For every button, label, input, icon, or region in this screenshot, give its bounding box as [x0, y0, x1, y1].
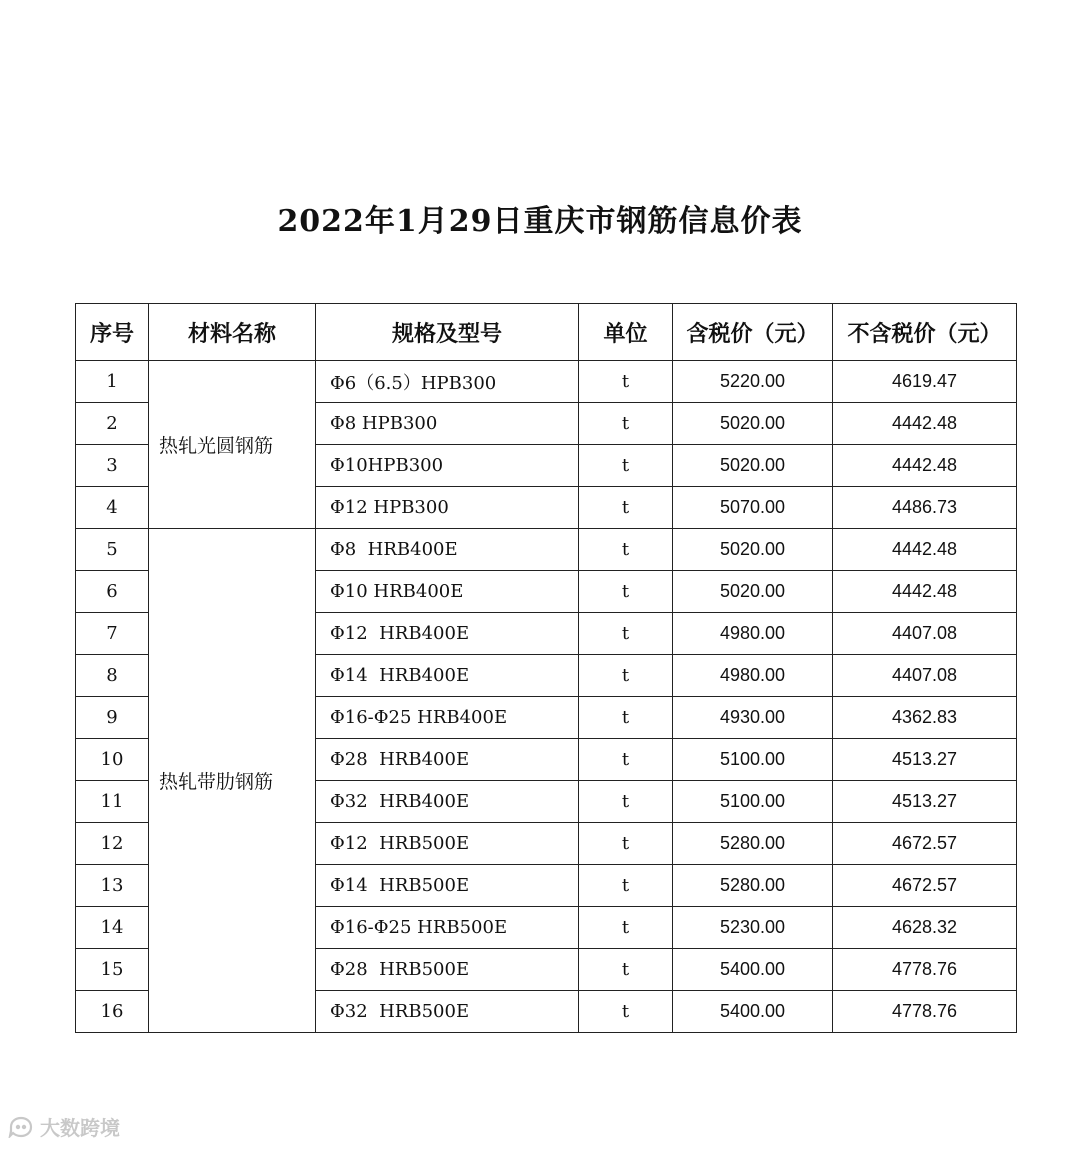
cell-price-notax: 4672.57 — [833, 865, 1017, 907]
table-row — [76, 361, 1017, 403]
cell-price-tax: 4980.00 — [673, 613, 833, 655]
cell-price-notax: 4442.48 — [833, 571, 1017, 613]
cell-unit: t — [579, 823, 673, 865]
cell-unit: t — [579, 403, 673, 445]
cell-material: 热轧带肋钢筋 — [149, 529, 316, 1033]
cell-unit: t — [579, 487, 673, 529]
cell-unit: t — [579, 613, 673, 655]
cell-no: 15 — [76, 949, 149, 991]
cell-price-tax: 5070.00 — [673, 487, 833, 529]
cell-no: 13 — [76, 865, 149, 907]
cell-price-tax: 5020.00 — [673, 445, 833, 487]
cell-unit: t — [579, 739, 673, 781]
cell-no: 5 — [76, 529, 149, 571]
cell-unit: t — [579, 529, 673, 571]
cell-unit: t — [579, 907, 673, 949]
cell-price-tax: 4980.00 — [673, 655, 833, 697]
cell-spec: Φ28 HRB500E — [316, 949, 579, 991]
cell-no: 9 — [76, 697, 149, 739]
cell-price-tax: 5020.00 — [673, 529, 833, 571]
cell-price-notax: 4778.76 — [833, 949, 1017, 991]
header-spec: 规格及型号 — [316, 304, 579, 361]
cell-price-notax: 4513.27 — [833, 781, 1017, 823]
cell-unit: t — [579, 655, 673, 697]
cell-spec: Φ28 HRB400E — [316, 739, 579, 781]
cell-price-notax: 4442.48 — [833, 445, 1017, 487]
cell-price-tax: 5400.00 — [673, 949, 833, 991]
brand-logo-icon — [8, 1116, 34, 1138]
table-row — [76, 529, 1017, 571]
cell-no: 3 — [76, 445, 149, 487]
cell-price-notax: 4778.76 — [833, 991, 1017, 1033]
cell-no: 11 — [76, 781, 149, 823]
table-header-row — [76, 304, 1017, 361]
watermark-text: 大数跨境 — [40, 1116, 120, 1140]
cell-no: 2 — [76, 403, 149, 445]
cell-unit: t — [579, 781, 673, 823]
cell-price-tax: 4930.00 — [673, 697, 833, 739]
cell-price-notax: 4672.57 — [833, 823, 1017, 865]
cell-price-tax: 5400.00 — [673, 991, 833, 1033]
cell-no: 8 — [76, 655, 149, 697]
cell-price-tax: 5220.00 — [673, 361, 833, 403]
cell-price-notax: 4442.48 — [833, 529, 1017, 571]
cell-unit: t — [579, 445, 673, 487]
cell-price-notax: 4362.83 — [833, 697, 1017, 739]
cell-unit: t — [579, 865, 673, 907]
cell-spec: Φ6（6.5）HPB300 — [316, 361, 579, 403]
cell-spec: Φ8 HPB300 — [316, 403, 579, 445]
cell-no: 7 — [76, 613, 149, 655]
cell-price-notax: 4486.73 — [833, 487, 1017, 529]
cell-price-tax: 5280.00 — [673, 823, 833, 865]
cell-spec: Φ12 HRB400E — [316, 613, 579, 655]
table-body — [76, 361, 1017, 1033]
cell-price-notax: 4628.32 — [833, 907, 1017, 949]
cell-no: 4 — [76, 487, 149, 529]
cell-unit: t — [579, 697, 673, 739]
price-table — [75, 303, 1017, 1033]
header-price-notax: 不含税价（元） — [833, 304, 1017, 361]
header-unit: 单位 — [579, 304, 673, 361]
cell-spec: Φ32 HRB500E — [316, 991, 579, 1033]
cell-price-tax: 5230.00 — [673, 907, 833, 949]
cell-spec: Φ14 HRB400E — [316, 655, 579, 697]
cell-no: 6 — [76, 571, 149, 613]
cell-price-notax: 4513.27 — [833, 739, 1017, 781]
cell-price-tax: 5280.00 — [673, 865, 833, 907]
cell-price-tax: 5100.00 — [673, 739, 833, 781]
cell-price-notax: 4619.47 — [833, 361, 1017, 403]
cell-unit: t — [579, 991, 673, 1033]
cell-no: 12 — [76, 823, 149, 865]
header-price-tax: 含税价（元） — [673, 304, 833, 361]
watermark — [8, 1112, 120, 1141]
cell-spec: Φ10 HRB400E — [316, 571, 579, 613]
cell-spec: Φ10HPB300 — [316, 445, 579, 487]
cell-unit: t — [579, 361, 673, 403]
cell-price-notax: 4442.48 — [833, 403, 1017, 445]
cell-unit: t — [579, 571, 673, 613]
cell-spec: Φ8 HRB400E — [316, 529, 579, 571]
cell-price-tax: 5020.00 — [673, 403, 833, 445]
header-no: 序号 — [76, 304, 149, 361]
cell-price-notax: 4407.08 — [833, 655, 1017, 697]
cell-spec: Φ12 HPB300 — [316, 487, 579, 529]
cell-no: 10 — [76, 739, 149, 781]
cell-no: 1 — [76, 361, 149, 403]
cell-material: 热轧光圆钢筋 — [149, 361, 316, 529]
cell-price-notax: 4407.08 — [833, 613, 1017, 655]
page-title: 2022年1月29日重庆市钢筋信息价表 — [277, 204, 803, 239]
cell-spec: Φ16-Φ25 HRB500E — [316, 907, 579, 949]
cell-spec: Φ16-Φ25 HRB400E — [316, 697, 579, 739]
cell-spec: Φ32 HRB400E — [316, 781, 579, 823]
cell-spec: Φ14 HRB500E — [316, 865, 579, 907]
header-material: 材料名称 — [149, 304, 316, 361]
cell-spec: Φ12 HRB500E — [316, 823, 579, 865]
cell-no: 14 — [76, 907, 149, 949]
cell-price-tax: 5020.00 — [673, 571, 833, 613]
cell-unit: t — [579, 949, 673, 991]
cell-no: 16 — [76, 991, 149, 1033]
cell-price-tax: 5100.00 — [673, 781, 833, 823]
